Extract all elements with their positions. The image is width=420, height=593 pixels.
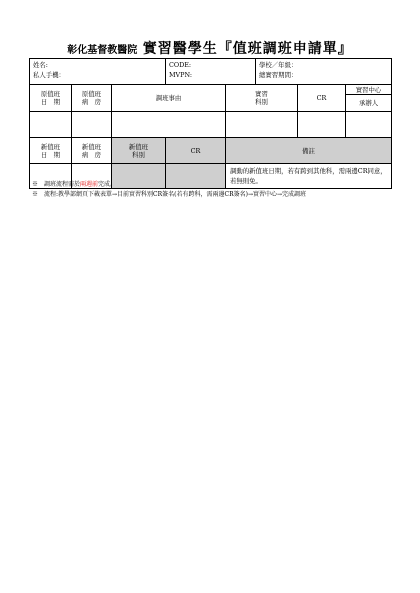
name-label: 姓名: xyxy=(33,61,48,69)
remark-text: 調動的新值班日期，若有跨到其他科，需兩邊CR同意，若無則免。 xyxy=(226,164,392,189)
orig-ward-input[interactable] xyxy=(72,112,112,138)
school-label: 學校／年級： xyxy=(259,61,298,69)
note-deadline: ※ 調班流程需於兩週前完成。 xyxy=(32,181,117,188)
cr-signature-input[interactable] xyxy=(298,112,346,138)
note-process: ※ 流程:教學部網頁下載表單→目前實習科別CR簽名(若有跨科，需兩邊CR簽名)→實習中心→完成調班 xyxy=(32,191,307,198)
orig-ward-header: 原值班 病 房 xyxy=(72,85,112,112)
center-header: 實習中心 xyxy=(346,85,392,95)
code-mvpn-cell[interactable] xyxy=(166,59,256,85)
school-period-cell[interactable] xyxy=(256,59,392,85)
original-shift-entry-row xyxy=(30,112,392,138)
new-cr-header: CR xyxy=(166,138,226,164)
handler-input[interactable] xyxy=(346,112,392,138)
new-ward-header: 新值班 病 房 xyxy=(72,138,112,164)
header-row-1 xyxy=(30,85,392,95)
shift-change-table xyxy=(29,58,392,189)
code-label: CODE: xyxy=(169,61,192,69)
orig-date-input[interactable] xyxy=(30,112,72,138)
hospital-name: 彰化基督教醫院 xyxy=(67,45,138,56)
handler-header: 承辦人 xyxy=(346,95,392,112)
name-phone-cell[interactable] xyxy=(30,59,166,85)
new-dept-header: 新值班 科別 xyxy=(112,138,166,164)
deadline-highlight: 兩週前 xyxy=(80,181,99,188)
form-title xyxy=(0,38,420,58)
phone-label: 私人手機： xyxy=(33,71,65,79)
remark-header: 備註 xyxy=(226,138,392,164)
cr-header: CR xyxy=(298,85,346,112)
info-row xyxy=(30,59,392,85)
mvpn-label: MVPN: xyxy=(169,71,192,79)
period-label: 總實習期間： xyxy=(259,71,298,79)
orig-date-header: 原值班 日 期 xyxy=(30,85,72,112)
header-row-3 xyxy=(30,138,392,164)
new-cr-input[interactable] xyxy=(166,164,226,189)
reason-input[interactable] xyxy=(112,112,226,138)
new-date-header: 新值班 日 期 xyxy=(30,138,72,164)
dept-input[interactable] xyxy=(226,112,298,138)
new-dept-input[interactable] xyxy=(112,164,166,189)
form-name: 實習醫學生『值班調班申請單』 xyxy=(142,41,353,57)
reason-header: 調班事由 xyxy=(112,85,226,112)
dept-header: 實習 科別 xyxy=(226,85,298,112)
